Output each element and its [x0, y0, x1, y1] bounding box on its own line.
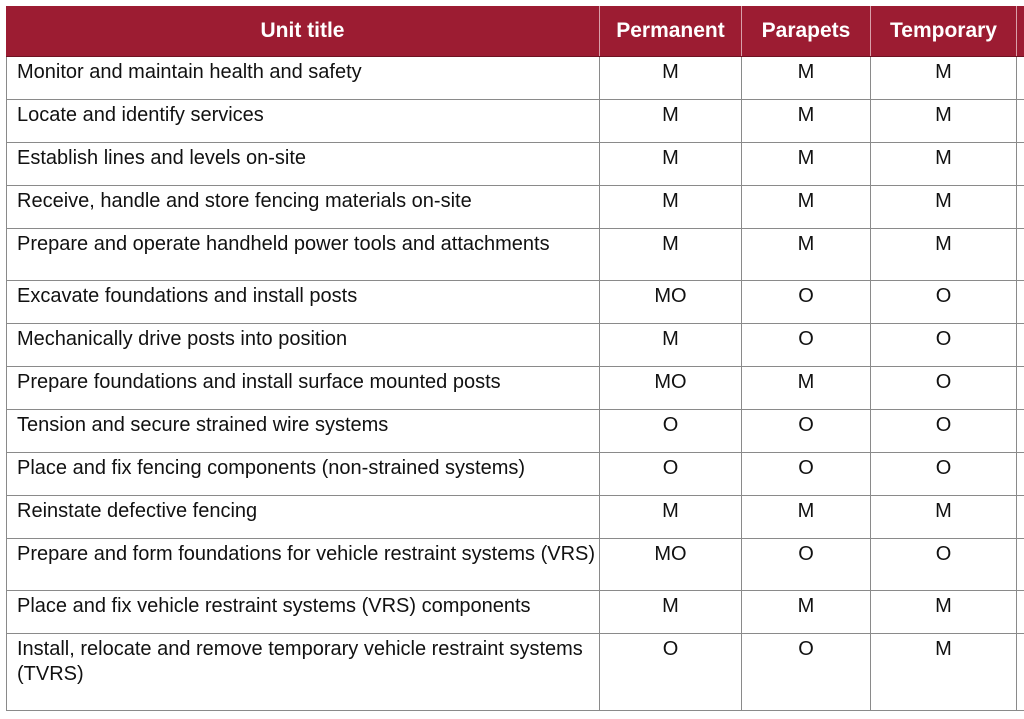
permanent-cell: MO	[600, 281, 742, 323]
temporary-cell: M	[871, 100, 1017, 142]
permanent-cell: M	[600, 57, 742, 99]
parapets-cell: O	[742, 539, 871, 590]
permanent-cell: M	[600, 229, 742, 280]
unit-title-cell: Receive, handle and store fencing materials on-site	[6, 186, 600, 228]
parapets-cell: O	[742, 453, 871, 495]
parapets-cell: M	[742, 367, 871, 409]
table-row	[6, 591, 1024, 634]
unit-title-cell: Prepare and operate handheld power tools and attachments	[6, 229, 600, 280]
temporary-cell: O	[871, 453, 1017, 495]
unit-title-cell: Excavate foundations and install posts	[6, 281, 600, 323]
unit-title-cell: Locate and identify services	[6, 100, 600, 142]
permanent-cell: O	[600, 410, 742, 452]
spacer-cell	[1017, 143, 1024, 185]
parapets-cell: O	[742, 410, 871, 452]
table-row	[6, 100, 1024, 143]
temporary-cell: M	[871, 57, 1017, 99]
table-row	[6, 57, 1024, 100]
unit-title-cell: Mechanically drive posts into position	[6, 324, 600, 366]
spacer-cell	[1017, 186, 1024, 228]
permanent-cell: M	[600, 324, 742, 366]
temporary-cell: O	[871, 367, 1017, 409]
temporary-cell: O	[871, 281, 1017, 323]
unit-title-cell: Monitor and maintain health and safety	[6, 57, 600, 99]
spacer-cell	[1017, 229, 1024, 280]
spacer-cell	[1017, 453, 1024, 495]
unit-title-cell: Reinstate defective fencing	[6, 496, 600, 538]
unit-title-cell: Prepare and form foundations for vehicle restraint systems (VRS)	[6, 539, 600, 590]
permanent-cell: M	[600, 186, 742, 228]
unit-table	[6, 6, 1024, 711]
unit-title-cell: Prepare foundations and install surface mounted posts	[6, 367, 600, 409]
temporary-cell: O	[871, 324, 1017, 366]
table-row	[6, 143, 1024, 186]
temporary-cell: M	[871, 634, 1017, 710]
table-row	[6, 410, 1024, 453]
permanent-cell: M	[600, 591, 742, 633]
temporary-cell: M	[871, 591, 1017, 633]
unit-title-cell: Place and fix vehicle restraint systems (VRS) components	[6, 591, 600, 633]
table-row	[6, 229, 1024, 281]
parapets-cell: O	[742, 634, 871, 710]
unit-title-cell: Place and fix fencing components (non-strained systems)	[6, 453, 600, 495]
permanent-cell: M	[600, 143, 742, 185]
parapets-cell: M	[742, 229, 871, 280]
parapets-cell: M	[742, 57, 871, 99]
spacer-cell	[1017, 367, 1024, 409]
spacer-cell	[1017, 100, 1024, 142]
parapets-cell: O	[742, 324, 871, 366]
table-row	[6, 539, 1024, 591]
spacer-cell	[1017, 57, 1024, 99]
temporary-cell: O	[871, 410, 1017, 452]
table-row	[6, 634, 1024, 711]
table-row	[6, 186, 1024, 229]
spacer-cell	[1017, 281, 1024, 323]
permanent-cell: MO	[600, 539, 742, 590]
header-permanent: Permanent	[600, 6, 742, 56]
table-row	[6, 281, 1024, 324]
parapets-cell: O	[742, 281, 871, 323]
parapets-cell: M	[742, 186, 871, 228]
temporary-cell: M	[871, 496, 1017, 538]
header-unit-title: Unit title	[6, 6, 600, 56]
permanent-cell: M	[600, 100, 742, 142]
permanent-cell: MO	[600, 367, 742, 409]
unit-title-cell: Install, relocate and remove temporary vehicle restraint systems (TVRS)	[6, 634, 600, 710]
header-parapets: Parapets	[742, 6, 871, 56]
spacer-cell	[1017, 496, 1024, 538]
temporary-cell: M	[871, 229, 1017, 280]
temporary-cell: O	[871, 539, 1017, 590]
parapets-cell: M	[742, 100, 871, 142]
header-temporary: Temporary	[871, 6, 1017, 56]
temporary-cell: M	[871, 143, 1017, 185]
permanent-cell: O	[600, 634, 742, 710]
spacer-cell	[1017, 324, 1024, 366]
parapets-cell: M	[742, 496, 871, 538]
spacer-cell	[1017, 539, 1024, 590]
unit-title-cell: Tension and secure strained wire systems	[6, 410, 600, 452]
parapets-cell: M	[742, 143, 871, 185]
temporary-cell: M	[871, 186, 1017, 228]
table-row	[6, 453, 1024, 496]
table-header	[6, 6, 1024, 57]
unit-title-cell: Establish lines and levels on-site	[6, 143, 600, 185]
spacer-cell	[1017, 634, 1024, 710]
table-row	[6, 496, 1024, 539]
parapets-cell: M	[742, 591, 871, 633]
table-row	[6, 324, 1024, 367]
permanent-cell: O	[600, 453, 742, 495]
header-spacer	[1017, 6, 1024, 56]
permanent-cell: M	[600, 496, 742, 538]
spacer-cell	[1017, 591, 1024, 633]
spacer-cell	[1017, 410, 1024, 452]
table-row	[6, 367, 1024, 410]
